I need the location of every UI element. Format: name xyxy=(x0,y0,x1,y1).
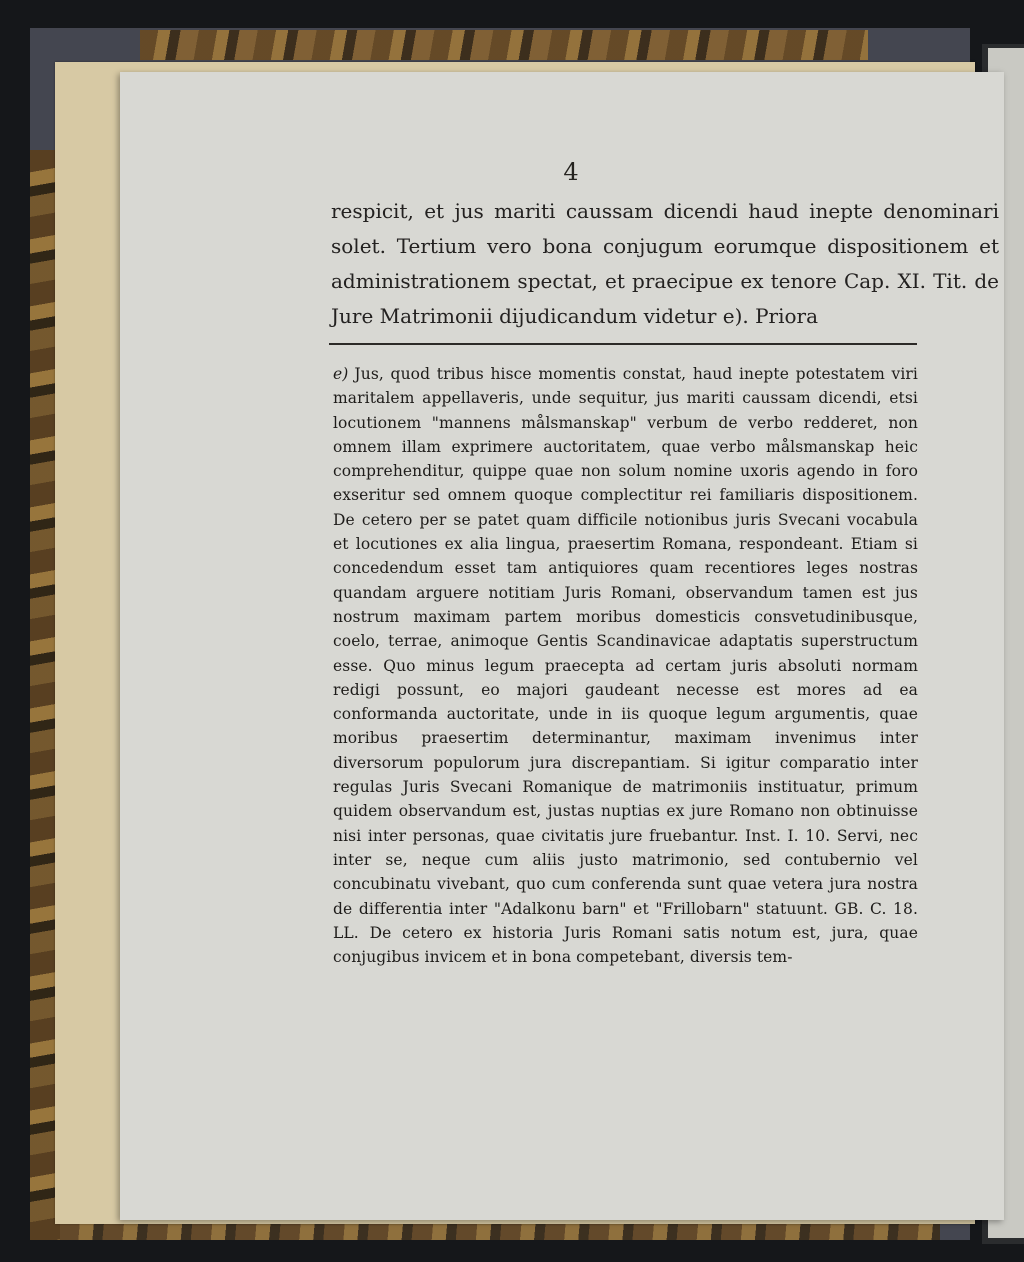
footnote-text: Jus, quod tribus hisce momentis constat, haud inepte potestatem viri maritalem appellaveris, unde sequitur, jus mariti caussam dicendi, etsi locutionem "mannens målsmanskap" verbum de verbo redderet, non omnem illam exprimere auctoritatem, quae verbo målsmanskap heic comprehenditur, quippe quae non solum nomine uxoris agendo in foro exseritur sed omnem quoque complectitur rei familiaris dispositionem. De cetero per se patet quam difficile notionibus juris Svecani vocabula et locutiones ex alia lingua, praesertim Romana, respondeant. Etiam si concedendum esset tam antiquiores quam recentiores leges nostras quandam arguere notitiam Juris Romani, observandum tamen est jus nostrum maximam partem moribus domesticis consvetudinibusque, coelo, terrae, animoque Gentis Scandinavicae adaptatis superstructum esse. Quo minus legum praecepta ad certam juris absoluti normam redigi possunt, eo majori gaudeant necesse est mores ad ea conformanda auctoritate, unde in iis quoque legum argumentis, quae moribus praesertim determinantur, maximam invenimus inter diversorum populorum jura discrepantiam. Si igitur comparatio inter regulas Juris Svecani Romanique de matrimoniis instituatur, primum quidem observandum est, justas nuptias ex jure Romano non obtinuisse nisi inter personas, quae civitatis jure fruebantur. Inst. I. 10. Servi, nec inter se, neque cum aliis justo matrimonio, sed contubernio vel concubinatu vivebant, quo cum conferenda sunt quae vetera jura nostra de differentia inter "Adalkonu barn" et "Frillobarn" statuunt. GB. C. 18. LL. De cetero ex historia Juris Romani satis notum est, jura, quae conjugibus invicem et in bona competebant, diversis tem- xyxy=(333,365,918,967)
footnote-divider xyxy=(329,343,917,345)
main-text: respicit, et jus mariti caussam dicendi haud inepte denominari solet. Tertium vero bona conjugum eorumque dispositionem et administrationem spectat, et praecipue ex tenore Cap. XI. Tit. de Jure Matrimonii dijudicandum videtur e). Priora xyxy=(331,199,999,328)
page-number: 4 xyxy=(563,158,579,186)
marbled-cover-top xyxy=(140,30,868,60)
book-page xyxy=(120,72,1004,1220)
footnote xyxy=(333,362,918,969)
footnote-marker: e) xyxy=(333,365,349,383)
